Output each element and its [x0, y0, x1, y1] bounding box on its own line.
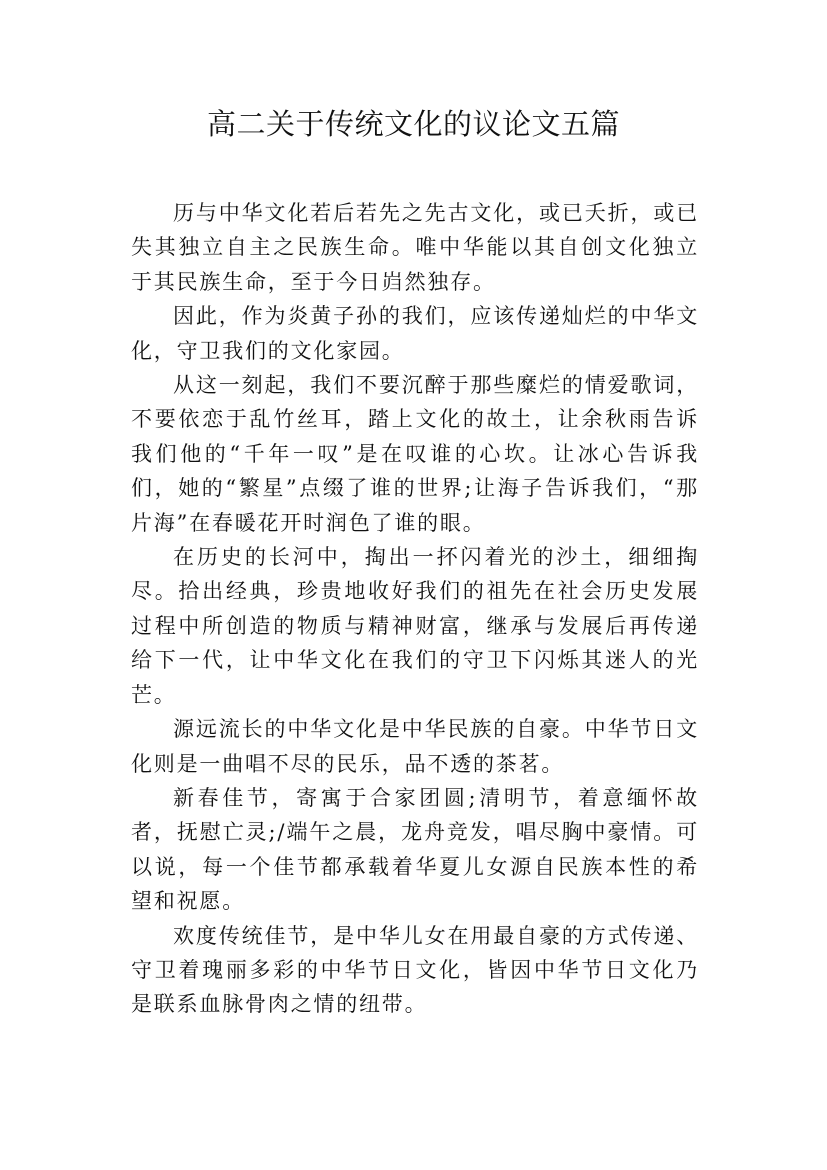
paragraph: 源远流长的中华文化是中华民族的自豪。中华节日文化则是一曲唱不尽的民乐，品不透的茶茗。 [131, 717, 699, 776]
paragraph: 因此，作为炎黄子孙的我们，应该传递灿烂的中华文化，守卫我们的文化家园。 [131, 304, 699, 363]
paragraph: 在历史的长河中，掏出一抔闪着光的沙土，细细掏尽。拾出经典，珍贵地收好我们的祖先在社会历史发展过程中所创造的物质与精神财富，继承与发展后再传递给下一代，让中华文化在我们的守卫下闪烁其迷人的光芒。 [131, 545, 699, 707]
paragraph: 新春佳节，寄寓于合家团圆;清明节，着意缅怀故者，抚慰亡灵;/端午之晨，龙舟竞发，唱尽胸中豪情。可以说，每一个佳节都承载着华夏儿女源自民族本性的希望和祝愿。 [131, 785, 699, 914]
document-title: 高二关于传统文化的议论文五篇 [206, 107, 620, 141]
paragraph: 欢度传统佳节，是中华儿女在用最自豪的方式传递、守卫着瑰丽多彩的中华节日文化，皆因中华节日文化乃是联系血脉骨肉之情的纽带。 [131, 923, 699, 1017]
paragraph: 从这一刻起，我们不要沉醉于那些糜烂的情爱歌词，不要依恋于乱竹丝耳，踏上文化的故土，让余秋雨告诉我们他的“千年一叹”是在叹谁的心坎。让冰心告诉我们，她的“繁星”点缀了谁的世界;让海子告诉我们，“那片海”在春暖花开时润色了谁的眼。 [131, 373, 699, 535]
paragraph: 历与中华文化若后若先之先古文化，或已夭折，或已失其独立自主之民族生命。唯中华能以其自创文化独立于其民族生命，至于今日岿然独存。 [131, 201, 699, 294]
document-body [131, 196, 699, 1022]
